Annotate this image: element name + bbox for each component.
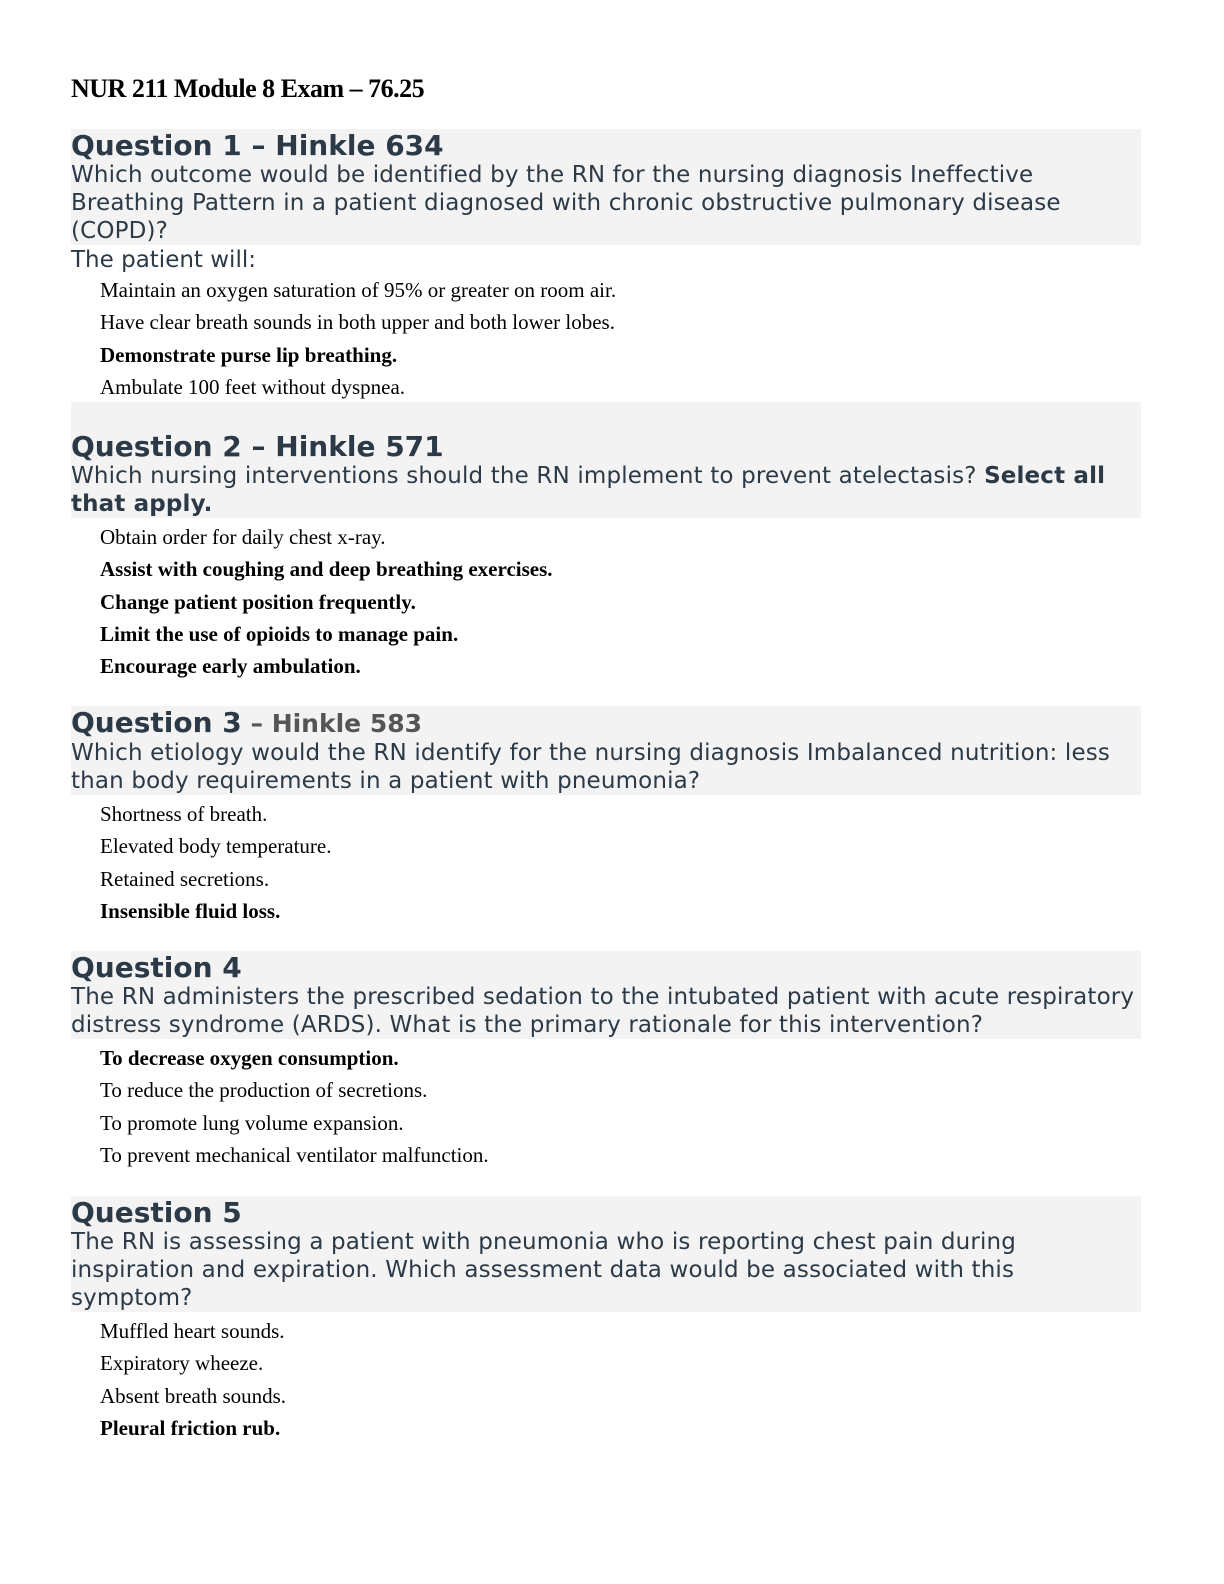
question-1 xyxy=(71,129,1141,404)
answer-option: To promote lung volume expansion. xyxy=(100,1110,404,1135)
question-text-main: Which nursing interventions should the RN implement to prevent atelectasis? xyxy=(71,463,985,489)
question-reference: – Hinkle 571 xyxy=(241,430,444,463)
question-3 xyxy=(71,706,1141,928)
question-stem: The patient will: xyxy=(71,247,256,273)
question-header xyxy=(71,1196,1141,1312)
question-number: Question 5 xyxy=(71,1196,242,1229)
question-text: Which etiology would the RN identify for the nursing diagnosis Imbalanced nutrition: less than body requirements in a patient with pneumonia? xyxy=(71,740,1111,794)
question-title xyxy=(71,129,1141,161)
answer-options xyxy=(71,522,1141,683)
answer-option: Retained secretions. xyxy=(100,866,270,891)
question-number: Question 1 xyxy=(71,129,242,162)
question-header xyxy=(71,706,1141,795)
answer-option-correct: Pleural friction rub. xyxy=(100,1415,281,1440)
answer-option-correct: Demonstrate purse lip breathing. xyxy=(100,342,398,367)
question-title xyxy=(71,951,1141,983)
question-reference: – Hinkle 583 xyxy=(241,709,423,738)
question-title xyxy=(71,1196,1141,1228)
answer-option: Elevated body temperature. xyxy=(100,834,332,859)
question-text: Which outcome would be identified by the RN for the nursing diagnosis Ineffective Breathing Pattern in a patient diagnosed with chronic obstructive pulmonary disease (COPD)? xyxy=(71,162,1061,244)
question-header xyxy=(71,402,1141,518)
answer-option-correct: To decrease oxygen consumption. xyxy=(100,1046,399,1070)
question-4 xyxy=(71,951,1141,1172)
answer-option-correct: Assist with coughing and deep breathing exercises. xyxy=(100,557,553,582)
question-header xyxy=(71,951,1141,1039)
question-reference: – Hinkle 634 xyxy=(241,129,444,162)
question-number: Question 3 xyxy=(71,706,242,739)
answer-option: Maintain an oxygen saturation of 95% or greater on room air. xyxy=(100,278,617,302)
answer-option: To reduce the production of secretions. xyxy=(100,1078,428,1103)
question-title xyxy=(71,706,1141,739)
document-title: NUR 211 Module 8 Exam – 76.25 xyxy=(71,74,425,103)
answer-option: Expiratory wheeze. xyxy=(100,1351,264,1376)
answer-option-correct: Insensible fluid loss. xyxy=(100,898,281,923)
question-text: The RN administers the prescribed sedation to the intubated patient with acute respiratory distress syndrome (ARDS). What is the primary rationale for this intervention? xyxy=(71,984,1135,1038)
question-text-emphasis: Select all that apply. xyxy=(71,463,1106,517)
answer-option: Muffled heart sounds. xyxy=(100,1319,285,1343)
question-title xyxy=(71,430,1141,462)
header-spacer xyxy=(71,402,1141,430)
question-header xyxy=(71,129,1141,245)
question-number: Question 4 xyxy=(71,951,242,984)
question-text: The RN is assessing a patient with pneumonia who is reporting chest pain during inspiration and expiration. Which assessment data would be associated with this symptom? xyxy=(71,1229,1017,1311)
answer-option: Obtain order for daily chest x-ray. xyxy=(100,525,386,549)
answer-option-correct: Change patient position frequently. xyxy=(100,589,416,614)
answer-option: To prevent mechanical ventilator malfunction. xyxy=(100,1142,489,1167)
question-5 xyxy=(71,1196,1141,1445)
answer-option: Ambulate 100 feet without dyspnea. xyxy=(100,374,406,399)
question-text xyxy=(71,462,1141,518)
answer-option: Have clear breath sounds in both upper and both lower lobes. xyxy=(100,310,615,335)
question-2 xyxy=(71,402,1141,683)
question-number: Question 2 xyxy=(71,430,242,463)
answer-option: Shortness of breath. xyxy=(100,802,268,826)
answer-option-correct: Limit the use of opioids to manage pain. xyxy=(100,621,459,646)
answer-options xyxy=(71,1316,1141,1445)
answer-options xyxy=(71,275,1141,404)
answer-option-correct: Encourage early ambulation. xyxy=(100,654,361,679)
answer-options xyxy=(71,1043,1141,1172)
answer-option: Absent breath sounds. xyxy=(100,1383,287,1408)
answer-options xyxy=(71,799,1141,928)
